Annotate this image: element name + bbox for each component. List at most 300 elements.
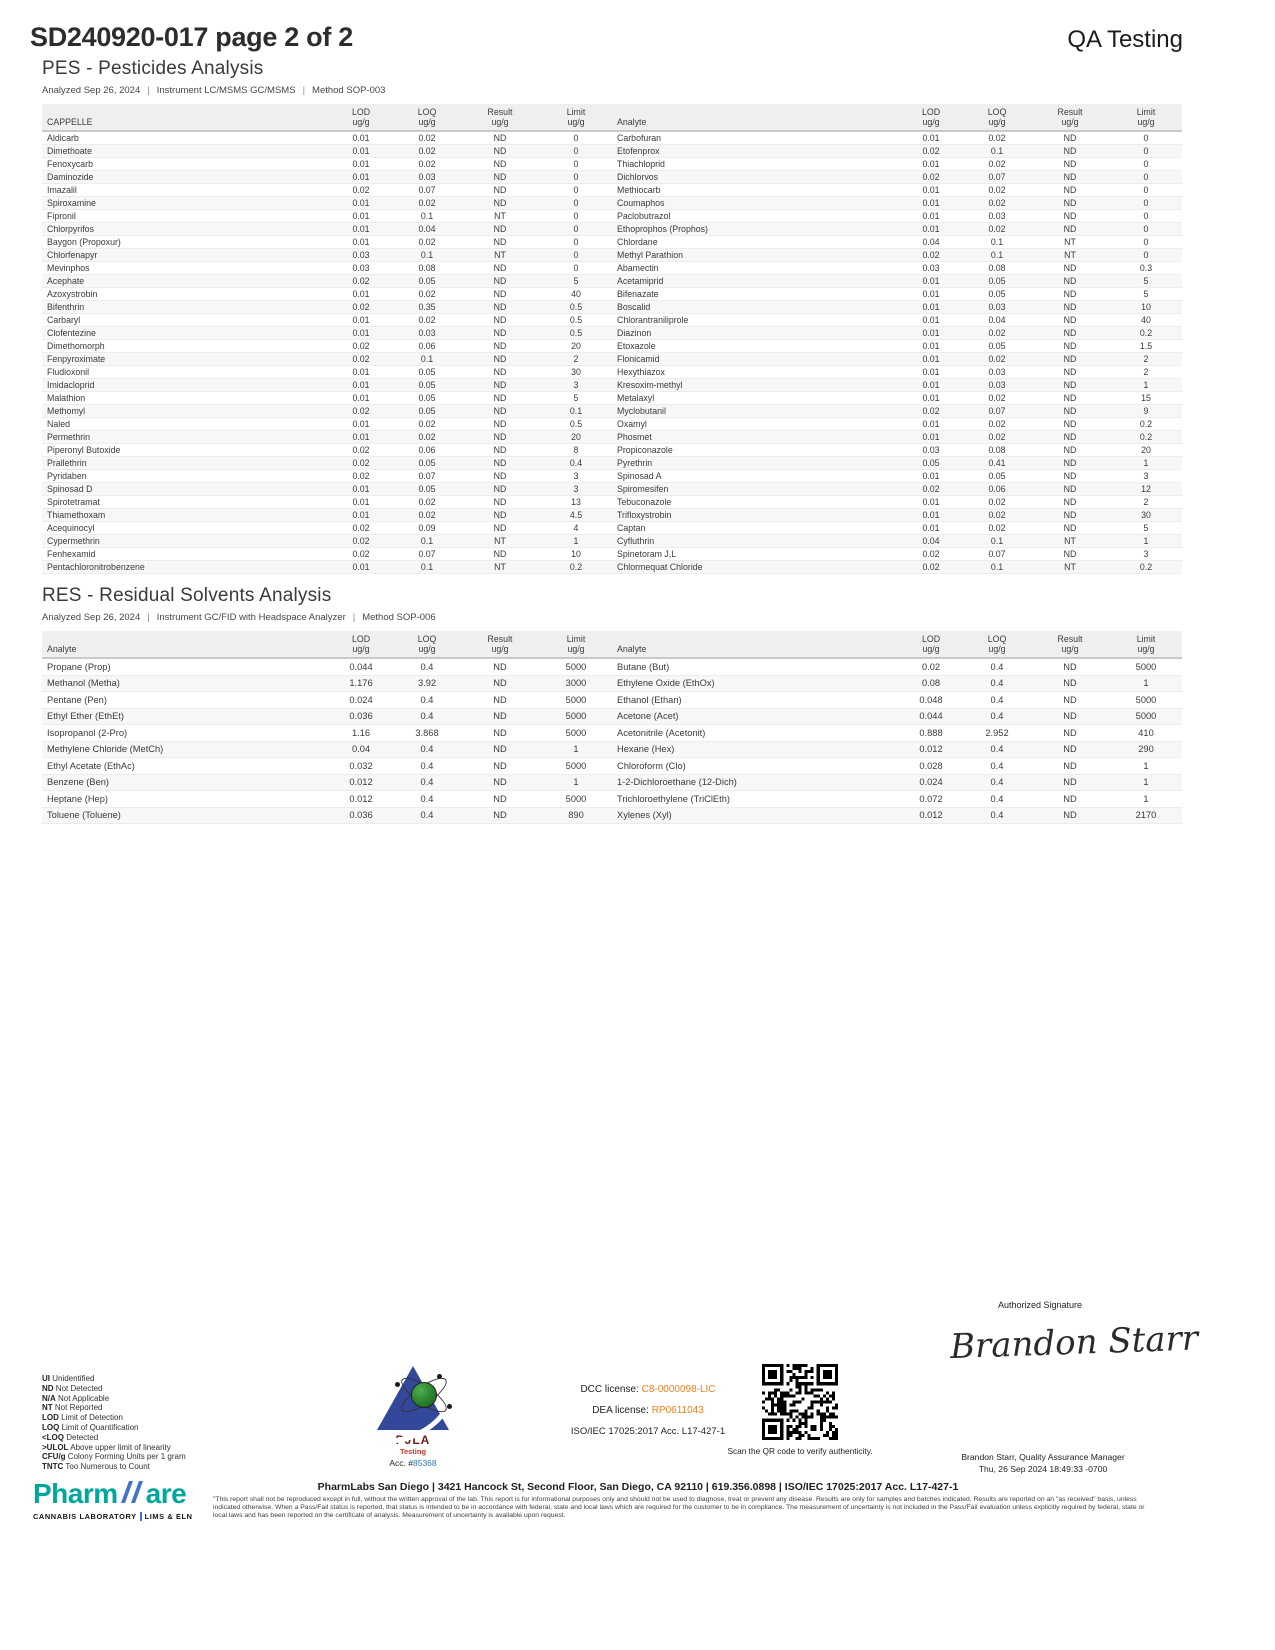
loq-cell: 0.4	[420, 760, 434, 771]
tagline-divider	[140, 1512, 142, 1521]
loq-cell: 0.04	[988, 315, 1006, 326]
table-row	[42, 236, 1182, 249]
pjla-acc-link[interactable]: 85368	[412, 1458, 437, 1468]
analyte-cell: Spinosad A	[617, 471, 662, 482]
legend-item: <LOQ Detected	[42, 1432, 99, 1442]
analyte-cell: Fenhexamid	[47, 549, 96, 560]
result-cell: ND	[1063, 432, 1077, 443]
pes-method: Method SOP-003	[312, 85, 386, 96]
result-cell: ND	[493, 760, 507, 771]
result-cell: ND	[1063, 367, 1077, 378]
analyte-cell: Fenoxycarb	[47, 159, 93, 170]
loq-cell: 0.02	[988, 497, 1006, 508]
result-cell: ND	[493, 172, 507, 183]
lod-cell: 0.04	[922, 237, 940, 248]
loq-cell: 0.05	[988, 289, 1006, 300]
result-cell: ND	[493, 810, 507, 821]
result-cell: ND	[1063, 445, 1077, 456]
lod-cell: 0.02	[352, 341, 370, 352]
analyte-cell: Chlorfenapyr	[47, 250, 98, 261]
loq-cell: 0.02	[418, 198, 436, 209]
analyte-cell: Benzene (Ben)	[47, 777, 110, 788]
loq-cell: 3.868	[415, 727, 439, 738]
limit-cell: 1	[573, 777, 579, 788]
table-row	[42, 314, 1182, 327]
limit-cell: 1	[1143, 777, 1149, 788]
result-cell: ND	[493, 328, 507, 339]
result-cell: ND	[1063, 793, 1077, 804]
analyte-cell: Naled	[47, 419, 70, 430]
limit-cell: 12	[1141, 484, 1151, 495]
result-cell: ND	[1063, 224, 1077, 235]
dcc-license: DCC license: C8-0000098-LIC	[580, 1384, 716, 1395]
loq-cell: 0.02	[418, 315, 436, 326]
analyte-cell: Tebuconazole	[617, 497, 672, 508]
table-row	[42, 145, 1182, 158]
table-row	[42, 725, 1182, 742]
analyte-cell: Hexane (Hex)	[617, 744, 675, 755]
limit-cell: 40	[1141, 315, 1151, 326]
loq-cell: 0.4	[420, 661, 434, 672]
loq-cell: 0.02	[418, 237, 436, 248]
loq-cell: 0.02	[988, 354, 1006, 365]
lod-cell: 0.02	[352, 549, 370, 560]
result-cell: ND	[493, 523, 507, 534]
lod-cell: 0.01	[922, 224, 940, 235]
loq-cell: 0.05	[988, 276, 1006, 287]
analyte-cell: Etofenprox	[617, 146, 660, 157]
result-cell: ND	[1063, 777, 1077, 788]
res-table	[42, 631, 1182, 824]
lod-cell: 0.02	[352, 185, 370, 196]
loq-cell: 0.4	[990, 793, 1004, 804]
res-table-body	[42, 659, 1182, 824]
analyte-cell: Chlordane	[617, 237, 658, 248]
lod-cell: 0.01	[352, 289, 370, 300]
limit-cell: 0	[1143, 133, 1149, 144]
table-row	[42, 301, 1182, 314]
result-cell: ND	[493, 694, 507, 705]
pes-table-header: CAPPELLE LOD ug/g LOQ ug/g Result ug/g Limit ug/g Analyte LOD ug/g LOQ ug/g Result ug/g Limit ug/g	[42, 104, 1182, 132]
legend-item: N/A Not Applicable	[42, 1393, 110, 1403]
pes-analyte-header: Analyte	[617, 117, 647, 128]
table-row	[42, 405, 1182, 418]
limit-cell: 0.5	[569, 302, 583, 313]
lod-cell: 0.01	[922, 432, 940, 443]
limit-cell: 290	[1138, 744, 1154, 755]
analyte-cell: Carbofuran	[617, 133, 662, 144]
loq-cell: 0.08	[988, 263, 1006, 274]
lod-cell: 0.01	[922, 198, 940, 209]
loq-cell: 0.05	[418, 458, 436, 469]
limit-cell: 5000	[565, 760, 587, 771]
limit-cell: 1	[1143, 380, 1149, 391]
result-cell: ND	[1063, 185, 1077, 196]
limit-cell: 5000	[565, 793, 587, 804]
lod-cell: 0.04	[351, 744, 371, 755]
lod-cell: 0.012	[349, 793, 373, 804]
result-cell: ND	[1063, 523, 1077, 534]
limit-cell: 0	[573, 198, 579, 209]
loq-cell: 0.1	[990, 250, 1004, 261]
result-cell: ND	[493, 458, 507, 469]
analyte-cell: Spiroxamine	[47, 198, 96, 209]
limit-cell: 1.5	[1139, 341, 1153, 352]
loq-cell: 0.06	[418, 341, 436, 352]
lod-cell: 0.02	[922, 406, 940, 417]
limit-cell: 0	[573, 224, 579, 235]
result-cell: ND	[1063, 694, 1077, 705]
limit-cell: 0	[573, 250, 579, 261]
limit-cell: 0	[573, 133, 579, 144]
table-row	[42, 223, 1182, 236]
loq-cell: 0.1	[420, 562, 434, 573]
table-row	[42, 392, 1182, 405]
analyte-cell: Methyl Parathion	[617, 250, 684, 261]
loq-cell: 0.02	[418, 289, 436, 300]
pharmware-tagline: CANNABIS LABORATORY LIMS & ELN	[33, 1512, 193, 1521]
pharmware-logo-text: Pharm are	[33, 1478, 187, 1509]
result-cell: ND	[1063, 302, 1077, 313]
table-row	[42, 431, 1182, 444]
lod-cell: 0.01	[922, 133, 940, 144]
table-row	[42, 171, 1182, 184]
lod-cell: 0.08	[921, 678, 941, 689]
limit-cell: 1	[1143, 793, 1149, 804]
table-row	[42, 470, 1182, 483]
result-cell: ND	[493, 315, 507, 326]
result-cell: ND	[493, 777, 507, 788]
limit-cell: 5000	[565, 711, 587, 722]
lod-cell: 0.01	[352, 237, 370, 248]
result-cell: NT	[1064, 536, 1076, 547]
result-cell: ND	[493, 549, 507, 560]
analyte-cell: Spinosad D	[47, 484, 93, 495]
loq-cell: 0.02	[988, 185, 1006, 196]
analyte-cell: Isopropanol (2-Pro)	[47, 727, 128, 738]
lod-cell: 0.01	[922, 523, 940, 534]
analyte-cell: Thiamethoxam	[47, 510, 106, 521]
limit-cell: 5000	[1135, 661, 1157, 672]
loq-cell: 0.07	[418, 185, 436, 196]
lod-cell: 0.024	[919, 777, 943, 788]
loq-cell: 0.4	[420, 793, 434, 804]
lod-cell: 0.02	[352, 354, 370, 365]
result-cell: ND	[493, 237, 507, 248]
loq-cell: 0.4	[990, 661, 1004, 672]
analyte-cell: Heptane (Hep)	[47, 793, 108, 804]
lod-cell: 0.01	[352, 510, 370, 521]
limit-cell: 1	[573, 536, 579, 547]
table-row	[42, 210, 1182, 223]
analyte-cell: Prallethrin	[47, 458, 87, 469]
limit-cell: 5000	[565, 694, 587, 705]
analyte-cell: Clofentezine	[47, 328, 96, 339]
limit-cell: 1	[573, 744, 579, 755]
analyte-cell: Aldicarb	[47, 133, 79, 144]
result-cell: ND	[1063, 198, 1077, 209]
analyte-cell: Piperonyl Butoxide	[47, 445, 121, 456]
analyte-cell: Butane (But)	[617, 661, 670, 672]
analyte-cell: Chlormequat Chloride	[617, 562, 703, 573]
result-cell: NT	[494, 536, 506, 547]
loq-cell: 0.07	[988, 406, 1006, 417]
result-cell: ND	[493, 484, 507, 495]
loq-cell: 0.1	[990, 536, 1004, 547]
analyte-cell: Acephate	[47, 276, 85, 287]
res-analyte-header-left: Analyte	[47, 644, 77, 655]
lod-cell: 0.01	[922, 471, 940, 482]
loq-cell: 0.02	[988, 393, 1006, 404]
loq-cell: 0.08	[988, 445, 1006, 456]
iso-accreditation: ISO/IEC 17025:2017 Acc. L17-427-1	[570, 1426, 726, 1437]
analyte-cell: Fludioxonil	[47, 367, 90, 378]
pes-table-body	[42, 132, 1182, 574]
limit-cell: 40	[571, 289, 581, 300]
analyte-cell: Fenpyroximate	[47, 354, 106, 365]
limit-cell: 0.2	[1139, 419, 1153, 430]
legend-item: UI Unidentified	[42, 1374, 95, 1383]
table-row	[42, 457, 1182, 470]
lod-cell: 0.03	[352, 250, 370, 261]
res-method: Method SOP-006	[362, 612, 436, 623]
result-cell: ND	[493, 367, 507, 378]
lod-cell: 0.032	[349, 760, 373, 771]
analyte-cell: Thiachloprid	[617, 159, 665, 170]
limit-cell: 0.2	[1139, 328, 1153, 339]
loq-cell: 0.03	[988, 302, 1006, 313]
pjla-accreditation-number: Acc. #85368	[389, 1458, 437, 1468]
lod-cell: 0.02	[922, 562, 940, 573]
loq-cell: 0.06	[418, 445, 436, 456]
analyte-cell: Chlorpyrifos	[47, 224, 94, 235]
loq-cell: 0.09	[418, 523, 436, 534]
result-cell: ND	[493, 341, 507, 352]
limit-cell: 13	[571, 497, 581, 508]
lod-cell: 0.01	[922, 315, 940, 326]
result-cell: ND	[1063, 159, 1077, 170]
limit-cell: 10	[1141, 302, 1151, 313]
loq-cell: 0.02	[988, 198, 1006, 209]
result-cell: ND	[493, 445, 507, 456]
lod-cell: 0.01	[922, 367, 940, 378]
limit-cell: 9	[1143, 406, 1149, 417]
result-cell: ND	[1063, 727, 1077, 738]
res-section-title: RES - Residual Solvents Analysis	[42, 585, 332, 606]
analyte-cell: Imidacloprid	[47, 380, 95, 391]
result-cell: ND	[1063, 510, 1077, 521]
dea-license-link[interactable]: RP0611043	[651, 1405, 704, 1416]
loq-cell: 0.02	[418, 419, 436, 430]
analyte-cell: 1-2-Dichloroethane (12-Dich)	[617, 777, 737, 788]
analyte-cell: Boscalid	[617, 302, 651, 313]
loq-cell: 0.03	[418, 172, 436, 183]
res-table-header: Analyte LOD ug/g LOQ ug/g Result ug/g Limit ug/g Analyte LOD ug/g LOQ ug/g Result ug/g Limit ug/g	[42, 631, 1182, 659]
result-cell: ND	[493, 263, 507, 274]
analyte-cell: Permethrin	[47, 432, 91, 443]
loq-cell: 0.4	[990, 678, 1004, 689]
limit-cell: 2170	[1135, 810, 1157, 821]
loq-cell: 0.4	[990, 777, 1004, 788]
table-row	[42, 742, 1182, 759]
loq-cell: 0.1	[990, 237, 1004, 248]
pes-table	[42, 104, 1182, 574]
dcc-license-link[interactable]: C8-0000098-LIC	[641, 1384, 716, 1395]
lod-cell: 0.02	[922, 549, 940, 560]
loq-cell: 0.03	[988, 211, 1006, 222]
legend-item: CFU/g Colony Forming Units per 1 gram	[42, 1452, 186, 1462]
lod-cell: 0.03	[922, 445, 940, 456]
analyte-cell: Propane (Prop)	[47, 661, 111, 672]
analyte-cell: Dichlorvos	[617, 172, 659, 183]
lod-cell: 0.01	[352, 146, 370, 157]
analyte-cell: Dimethoate	[47, 146, 92, 157]
analyte-cell: Trifloxystrobin	[617, 510, 672, 521]
lod-cell: 0.02	[352, 302, 370, 313]
lod-cell: 0.044	[919, 711, 943, 722]
lod-cell: 0.028	[919, 760, 943, 771]
lod-cell: 0.048	[919, 694, 943, 705]
table-row	[42, 676, 1182, 693]
res-section-meta: Analyzed Sep 26, 2024 | Instrument GC/FID with Headspace Analyzer | Method SOP-006	[42, 612, 436, 623]
limit-cell: 0	[1143, 237, 1149, 248]
lod-cell: 0.02	[352, 406, 370, 417]
analyte-cell: Methylene Chloride (MetCh)	[47, 744, 164, 755]
signature-datetime: Thu, 26 Sep 2024 18:49:33 -0700	[978, 1464, 1108, 1474]
lod-cell: 0.01	[922, 276, 940, 287]
result-cell: ND	[493, 727, 507, 738]
table-row	[42, 340, 1182, 353]
pjla-logo-icon	[377, 1366, 449, 1430]
result-cell: ND	[1063, 711, 1077, 722]
limit-cell: 3	[573, 484, 579, 495]
table-row	[42, 659, 1182, 676]
res-section	[42, 585, 1182, 824]
res-analyte-header-right: Analyte	[617, 644, 647, 655]
lod-cell: 0.01	[922, 497, 940, 508]
table-row	[42, 275, 1182, 288]
lod-cell: 0.01	[922, 328, 940, 339]
lod-cell: 0.02	[922, 484, 940, 495]
limit-cell: 2	[1143, 497, 1149, 508]
limit-cell: 410	[1138, 727, 1154, 738]
result-cell: ND	[493, 678, 507, 689]
lod-cell: 0.01	[922, 393, 940, 404]
loq-cell: 0.02	[988, 224, 1006, 235]
disclaimer-text: "This report shall not be reproduced except in full, without the written approval of the lab. This report is for informational purposes only and should not be used to diagnose, treat or prevent any disease. Results are only for samples and batches indicated. Results are reported on an "as received" basis, unless indicated otherwise. When a Pass/Fail status is reported, that status is intended to be in accordance with federal, state and local laws which are required for the customer to be in compliance. The measurement of uncertainty is not included in the Pass/Fail evaluation unless explicitly required by federal, state or local laws and has been reported on the certificate of analysis. Measurement of uncertainty is available upon request.	[213, 1496, 1145, 1520]
table-row	[42, 249, 1182, 262]
lod-cell: 0.02	[352, 458, 370, 469]
result-cell: ND	[493, 497, 507, 508]
qr-code	[760, 1364, 840, 1445]
analyte-cell: Ethanol (Ethan)	[617, 694, 682, 705]
pes-section-meta: Analyzed Sep 26, 2024 | Instrument LC/MSMS GC/MSMS | Method SOP-003	[42, 85, 386, 96]
analyte-cell: Methanol (Metha)	[47, 678, 120, 689]
loq-cell: 0.4	[420, 744, 434, 755]
table-row	[42, 327, 1182, 340]
limit-cell: 10	[571, 549, 581, 560]
lod-cell: 0.03	[352, 263, 370, 274]
result-cell: ND	[493, 185, 507, 196]
pes-section	[42, 58, 1182, 574]
result-cell: NT	[1064, 562, 1076, 573]
analyte-cell: Acequinocyl	[47, 523, 95, 534]
limit-cell: 0.5	[569, 328, 583, 339]
result-cell: ND	[493, 159, 507, 170]
limit-cell: 4	[573, 523, 579, 534]
result-cell: ND	[1063, 393, 1077, 404]
analyte-cell: Pentane (Pen)	[47, 694, 107, 705]
limit-cell: 0	[573, 172, 579, 183]
lod-cell: 0.01	[922, 289, 940, 300]
loq-cell: 0.41	[988, 458, 1006, 469]
table-row	[42, 522, 1182, 535]
table-row	[42, 353, 1182, 366]
result-cell: ND	[493, 302, 507, 313]
lod-cell: 0.01	[922, 380, 940, 391]
lod-cell: 0.02	[922, 146, 940, 157]
table-row	[42, 535, 1182, 548]
lod-cell: 0.036	[349, 711, 373, 722]
limit-cell: 2	[1143, 367, 1149, 378]
result-cell: ND	[1063, 744, 1077, 755]
analyte-cell: Flonicamid	[617, 354, 660, 365]
loq-cell: 0.05	[988, 341, 1006, 352]
lod-cell: 0.012	[349, 777, 373, 788]
limit-cell: 0.5	[569, 419, 583, 430]
result-cell: ND	[1063, 458, 1077, 469]
loq-cell: 3.92	[417, 678, 437, 689]
analyte-cell: Cyfluthrin	[617, 536, 655, 547]
lod-cell: 0.01	[352, 419, 370, 430]
lod-cell: 0.01	[352, 315, 370, 326]
loq-cell: 0.4	[420, 810, 434, 821]
analyte-cell: Malathion	[47, 393, 86, 404]
loq-cell: 0.02	[988, 133, 1006, 144]
pjla-accreditation-logo	[363, 1366, 463, 1468]
lod-cell: 0.01	[352, 224, 370, 235]
loq-cell: 0.02	[988, 328, 1006, 339]
table-row	[42, 775, 1182, 792]
lod-cell: 0.01	[922, 419, 940, 430]
loq-cell: 0.02	[988, 432, 1006, 443]
limit-cell: 0	[1143, 185, 1149, 196]
analyte-cell: Bifenazate	[617, 289, 659, 300]
table-row	[42, 262, 1182, 275]
loq-cell: 0.05	[418, 276, 436, 287]
limit-cell: 0	[573, 211, 579, 222]
result-cell: ND	[1063, 380, 1077, 391]
analyte-cell: Spinetoram J,L	[617, 549, 677, 560]
limit-cell: 3	[573, 471, 579, 482]
result-cell: ND	[1063, 328, 1077, 339]
loq-cell: 0.05	[418, 406, 436, 417]
limit-cell: 5000	[565, 727, 587, 738]
analyte-cell: Pyrethrin	[617, 458, 653, 469]
table-row	[42, 808, 1182, 825]
table-row	[42, 692, 1182, 709]
limit-cell: 20	[1141, 445, 1151, 456]
loq-cell: 0.35	[418, 302, 436, 313]
dea-license: DEA license: RP0611043	[592, 1405, 704, 1416]
limit-cell: 0	[573, 159, 579, 170]
lod-cell: 0.01	[922, 159, 940, 170]
lod-cell: 0.02	[922, 172, 940, 183]
loq-cell: 0.1	[420, 354, 434, 365]
loq-cell: 0.03	[988, 380, 1006, 391]
loq-cell: 0.4	[990, 744, 1004, 755]
analyte-cell: Propiconazole	[617, 445, 673, 456]
